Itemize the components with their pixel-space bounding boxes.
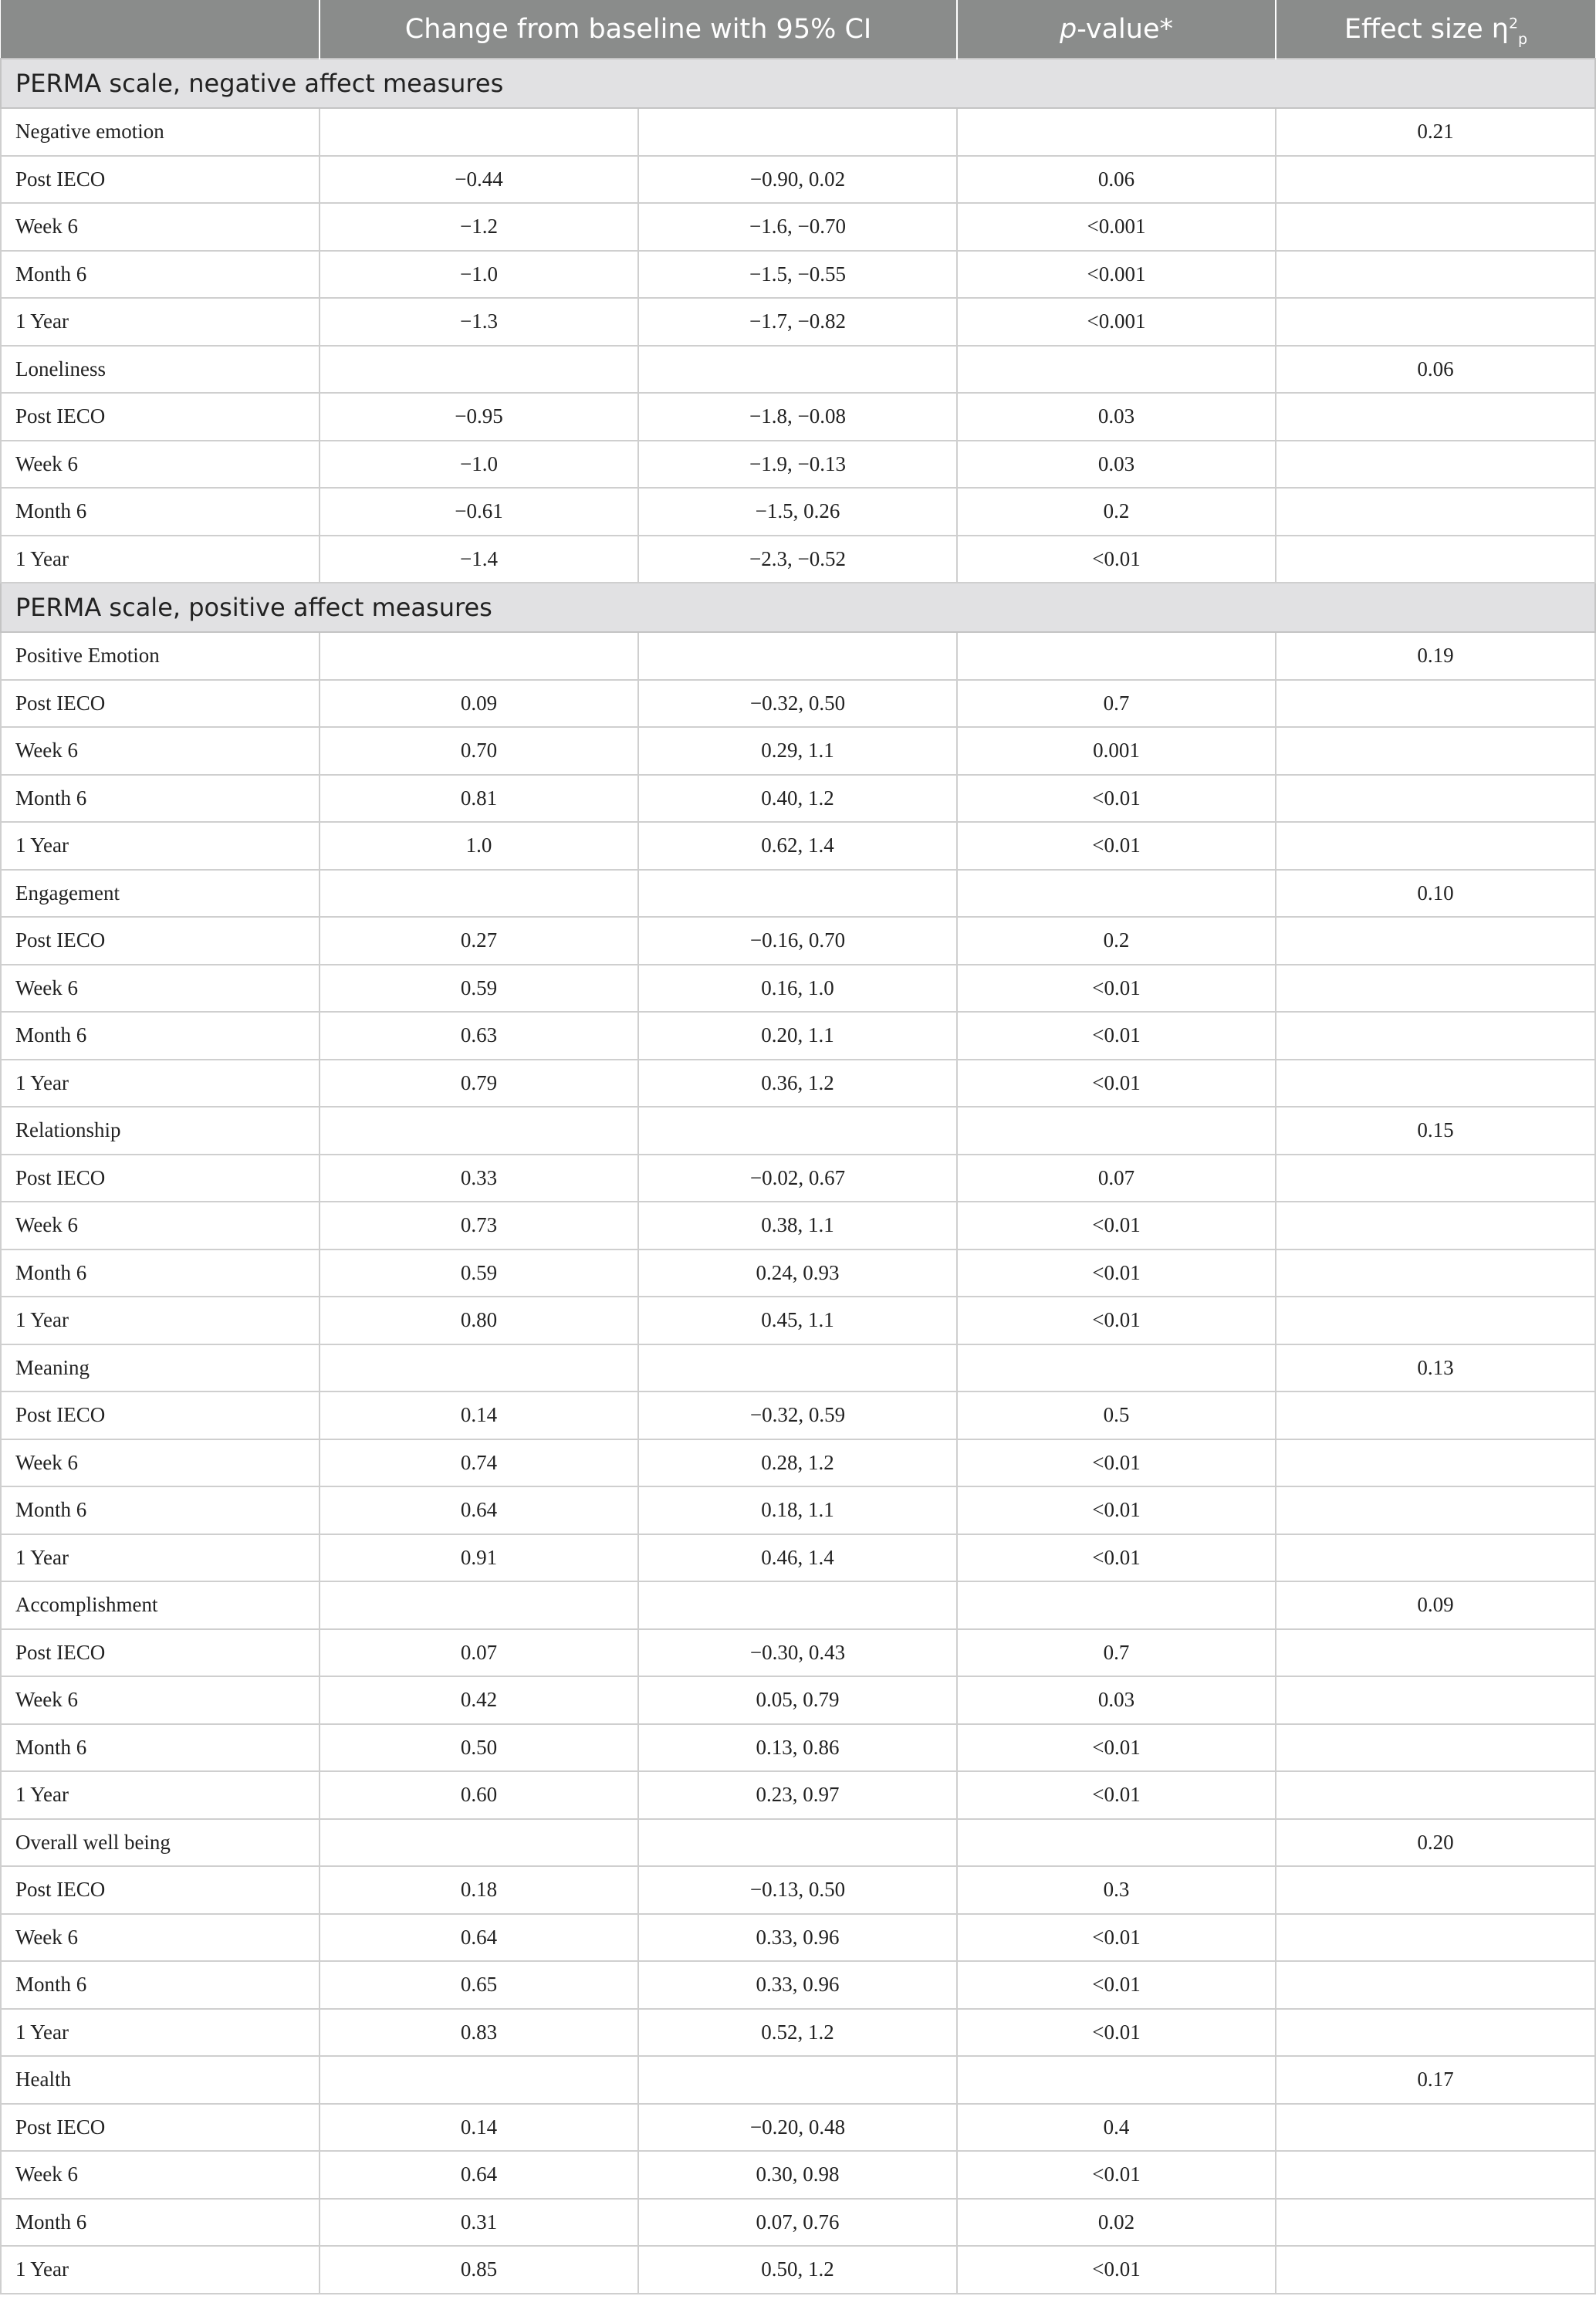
p-value: <0.01 [957, 1771, 1276, 1819]
change-value: 0.27 [320, 917, 638, 965]
p-value: <0.01 [957, 2246, 1276, 2294]
change-value: 0.83 [320, 2009, 638, 2057]
section-row [1, 59, 1595, 108]
measure-name: Accomplishment [1, 1581, 320, 1629]
timepoint-label: Post IECO [1, 680, 320, 728]
change-value: −1.0 [320, 251, 638, 299]
measure-name: Relationship [1, 1107, 320, 1155]
change-value: 0.91 [320, 1534, 638, 1582]
empty-cell [1276, 1961, 1595, 2009]
ci-value: 0.33, 0.96 [638, 1961, 957, 2009]
empty-cell [1276, 917, 1595, 965]
table-row [1, 917, 1595, 965]
empty-cell [320, 2056, 638, 2104]
empty-cell [320, 108, 638, 156]
change-value: −1.0 [320, 441, 638, 489]
header-effect-sup: 2 [1508, 14, 1519, 32]
empty-cell [1276, 1297, 1595, 1344]
timepoint-label: Post IECO [1, 156, 320, 204]
timepoint-label: Month 6 [1, 251, 320, 299]
p-value: 0.7 [957, 1629, 1276, 1677]
empty-cell [957, 346, 1276, 394]
effect-size-value: 0.06 [1276, 346, 1595, 394]
ci-value: 0.36, 1.2 [638, 1060, 957, 1107]
measure-row [1, 1344, 1595, 1392]
timepoint-label: Week 6 [1, 441, 320, 489]
empty-cell [320, 870, 638, 918]
ci-value: −0.20, 0.48 [638, 2104, 957, 2152]
header-effect-main: Effect size η [1344, 13, 1509, 45]
table-row [1, 2199, 1595, 2247]
empty-cell [1276, 488, 1595, 536]
empty-cell [1276, 1866, 1595, 1914]
ci-value: −1.6, −0.70 [638, 203, 957, 251]
table-row [1, 1060, 1595, 1107]
timepoint-label: 1 Year [1, 822, 320, 870]
timepoint-label: Month 6 [1, 1012, 320, 1060]
p-value: 0.7 [957, 680, 1276, 728]
p-value: <0.001 [957, 298, 1276, 346]
ci-value: 0.50, 1.2 [638, 2246, 957, 2294]
header-p-value [957, 0, 1276, 59]
table-row [1, 251, 1595, 299]
table-row [1, 441, 1595, 489]
empty-cell [1276, 156, 1595, 204]
empty-cell [957, 108, 1276, 156]
ci-value: −2.3, −0.52 [638, 536, 957, 583]
ci-value: 0.46, 1.4 [638, 1534, 957, 1582]
ci-value: 0.23, 0.97 [638, 1771, 957, 1819]
empty-cell [957, 1107, 1276, 1155]
p-value: <0.01 [957, 1439, 1276, 1487]
table-row [1, 1439, 1595, 1487]
measure-name: Engagement [1, 870, 320, 918]
empty-cell [1276, 1724, 1595, 1772]
change-value: 0.18 [320, 1866, 638, 1914]
ci-value: 0.28, 1.2 [638, 1439, 957, 1487]
ci-value: 0.45, 1.1 [638, 1297, 957, 1344]
empty-cell [320, 1344, 638, 1392]
table-row [1, 965, 1595, 1013]
empty-cell [320, 632, 638, 680]
p-value: <0.01 [957, 1724, 1276, 1772]
empty-cell [1276, 1012, 1595, 1060]
change-value: 0.59 [320, 1249, 638, 1297]
section-row [1, 583, 1595, 632]
empty-cell [1276, 251, 1595, 299]
table-header [1, 0, 1595, 59]
table-row [1, 2151, 1595, 2199]
timepoint-label: 1 Year [1, 298, 320, 346]
ci-value: −1.8, −0.08 [638, 393, 957, 441]
effect-size-value: 0.13 [1276, 1344, 1595, 1392]
table-row [1, 1534, 1595, 1582]
timepoint-label: Month 6 [1, 2199, 320, 2247]
empty-cell [1276, 203, 1595, 251]
change-value: 0.60 [320, 1771, 638, 1819]
measure-name: Meaning [1, 1344, 320, 1392]
p-value: 0.02 [957, 2199, 1276, 2247]
empty-cell [320, 1107, 638, 1155]
p-value: <0.01 [957, 536, 1276, 583]
ci-value: −0.32, 0.59 [638, 1392, 957, 1439]
empty-cell [1276, 2009, 1595, 2057]
header-effect-sub: p [1518, 30, 1528, 48]
p-value: <0.01 [957, 1534, 1276, 1582]
empty-cell [1276, 441, 1595, 489]
ci-value: 0.52, 1.2 [638, 2009, 957, 2057]
empty-cell [1276, 775, 1595, 823]
p-value: 0.4 [957, 2104, 1276, 2152]
effect-size-value: 0.21 [1276, 108, 1595, 156]
measure-name: Positive Emotion [1, 632, 320, 680]
change-value: −0.95 [320, 393, 638, 441]
ci-value: 0.40, 1.2 [638, 775, 957, 823]
p-value: 0.03 [957, 1676, 1276, 1724]
effect-size-value: 0.10 [1276, 870, 1595, 918]
ci-value: 0.20, 1.1 [638, 1012, 957, 1060]
empty-cell [1276, 1676, 1595, 1724]
table-row [1, 536, 1595, 583]
change-value: 0.31 [320, 2199, 638, 2247]
p-value: 0.001 [957, 727, 1276, 775]
ci-value: 0.38, 1.1 [638, 1202, 957, 1249]
timepoint-label: 1 Year [1, 2009, 320, 2057]
ci-value: −0.13, 0.50 [638, 1866, 957, 1914]
change-value: −1.3 [320, 298, 638, 346]
table-row [1, 775, 1595, 823]
timepoint-label: 1 Year [1, 1771, 320, 1819]
empty-cell [1276, 2104, 1595, 2152]
p-value: <0.01 [957, 1486, 1276, 1534]
timepoint-label: Month 6 [1, 1724, 320, 1772]
header-blank-cell [1, 0, 320, 59]
measure-row [1, 108, 1595, 156]
empty-cell [1276, 1914, 1595, 1962]
p-value: <0.001 [957, 251, 1276, 299]
p-value: <0.01 [957, 965, 1276, 1013]
timepoint-label: 1 Year [1, 2246, 320, 2294]
effect-size-value: 0.19 [1276, 632, 1595, 680]
table-row [1, 1249, 1595, 1297]
empty-cell [1276, 727, 1595, 775]
p-value: 0.03 [957, 393, 1276, 441]
table-row [1, 1155, 1595, 1202]
timepoint-label: Post IECO [1, 1866, 320, 1914]
measure-row [1, 870, 1595, 918]
timepoint-label: Post IECO [1, 1629, 320, 1677]
change-value: 0.50 [320, 1724, 638, 1772]
table-row [1, 1629, 1595, 1677]
table-row [1, 1676, 1595, 1724]
p-value: <0.01 [957, 1202, 1276, 1249]
change-value: 0.33 [320, 1155, 638, 1202]
change-value: 0.70 [320, 727, 638, 775]
p-value: <0.01 [957, 2009, 1276, 2057]
timepoint-label: Month 6 [1, 1249, 320, 1297]
measure-row [1, 632, 1595, 680]
p-value: <0.01 [957, 1060, 1276, 1107]
timepoint-label: Month 6 [1, 775, 320, 823]
empty-cell [638, 108, 957, 156]
p-value: 0.2 [957, 488, 1276, 536]
change-value: 0.14 [320, 2104, 638, 2152]
ci-value: 0.07, 0.76 [638, 2199, 957, 2247]
ci-value: 0.24, 0.93 [638, 1249, 957, 1297]
measure-name: Overall well being [1, 1819, 320, 1867]
empty-cell [1276, 1392, 1595, 1439]
empty-cell [1276, 536, 1595, 583]
timepoint-label: 1 Year [1, 536, 320, 583]
empty-cell [320, 1581, 638, 1629]
table-row [1, 1202, 1595, 1249]
change-value: 0.81 [320, 775, 638, 823]
timepoint-label: Week 6 [1, 1202, 320, 1249]
empty-cell [957, 2056, 1276, 2104]
table-row [1, 1866, 1595, 1914]
timepoint-label: Post IECO [1, 917, 320, 965]
timepoint-label: Week 6 [1, 1914, 320, 1962]
empty-cell [638, 1581, 957, 1629]
measure-row [1, 346, 1595, 394]
ci-value: 0.29, 1.1 [638, 727, 957, 775]
header-p-rest: -value* [1077, 13, 1173, 45]
timepoint-label: 1 Year [1, 1060, 320, 1107]
change-value: 0.64 [320, 1486, 638, 1534]
ci-value: −1.7, −0.82 [638, 298, 957, 346]
change-value: 0.80 [320, 1297, 638, 1344]
header-row [1, 0, 1595, 59]
ci-value: 0.05, 0.79 [638, 1676, 957, 1724]
empty-cell [1276, 298, 1595, 346]
change-value: 0.59 [320, 965, 638, 1013]
ci-value: −1.5, 0.26 [638, 488, 957, 536]
empty-cell [638, 2056, 957, 2104]
empty-cell [638, 870, 957, 918]
empty-cell [1276, 1771, 1595, 1819]
effect-size-value: 0.15 [1276, 1107, 1595, 1155]
measure-name: Negative emotion [1, 108, 320, 156]
change-value: −0.44 [320, 156, 638, 204]
p-value: <0.01 [957, 1012, 1276, 1060]
header-p-italic: p [1059, 13, 1077, 45]
p-value: 0.07 [957, 1155, 1276, 1202]
table-row [1, 1392, 1595, 1439]
empty-cell [1276, 1629, 1595, 1677]
ci-value: −0.02, 0.67 [638, 1155, 957, 1202]
table-row [1, 2104, 1595, 2152]
p-value: 0.3 [957, 1866, 1276, 1914]
table-row [1, 298, 1595, 346]
empty-cell [957, 632, 1276, 680]
p-value: 0.2 [957, 917, 1276, 965]
table-body [1, 59, 1595, 2294]
change-value: 0.07 [320, 1629, 638, 1677]
timepoint-label: Week 6 [1, 2151, 320, 2199]
change-value: −1.2 [320, 203, 638, 251]
p-value: 0.06 [957, 156, 1276, 204]
table-row [1, 2246, 1595, 2294]
p-value: <0.001 [957, 203, 1276, 251]
empty-cell [957, 1819, 1276, 1867]
timepoint-label: Post IECO [1, 393, 320, 441]
change-value: 0.65 [320, 1961, 638, 2009]
ci-value: 0.13, 0.86 [638, 1724, 957, 1772]
timepoint-label: Week 6 [1, 965, 320, 1013]
p-value: <0.01 [957, 775, 1276, 823]
empty-cell [1276, 2246, 1595, 2294]
header-effect-size [1276, 0, 1595, 59]
timepoint-label: Post IECO [1, 1155, 320, 1202]
table-row [1, 1961, 1595, 2009]
empty-cell [638, 346, 957, 394]
ci-value: −0.32, 0.50 [638, 680, 957, 728]
ci-value: 0.30, 0.98 [638, 2151, 957, 2199]
empty-cell [1276, 2199, 1595, 2247]
ci-value: −0.90, 0.02 [638, 156, 957, 204]
table-row [1, 393, 1595, 441]
timepoint-label: Week 6 [1, 203, 320, 251]
change-value: 0.63 [320, 1012, 638, 1060]
ci-value: 0.18, 1.1 [638, 1486, 957, 1534]
empty-cell [638, 1107, 957, 1155]
table-row [1, 2009, 1595, 2057]
empty-cell [957, 1581, 1276, 1629]
empty-cell [1276, 965, 1595, 1013]
measure-row [1, 1819, 1595, 1867]
p-value: <0.01 [957, 1961, 1276, 2009]
timepoint-label: Month 6 [1, 1961, 320, 2009]
table-row [1, 822, 1595, 870]
empty-cell [1276, 1249, 1595, 1297]
empty-cell [1276, 1060, 1595, 1107]
timepoint-label: Month 6 [1, 1486, 320, 1534]
section-title: PERMA scale, negative affect measures [1, 59, 1595, 108]
empty-cell [1276, 2151, 1595, 2199]
table-row [1, 1771, 1595, 1819]
table-row [1, 1486, 1595, 1534]
table-row [1, 680, 1595, 728]
header-change-from-baseline: Change from baseline with 95% CI [320, 0, 957, 59]
empty-cell [320, 346, 638, 394]
effect-size-value: 0.09 [1276, 1581, 1595, 1629]
measure-row [1, 2056, 1595, 2104]
effect-size-value: 0.17 [1276, 2056, 1595, 2104]
p-value: <0.01 [957, 1297, 1276, 1344]
change-value: 0.42 [320, 1676, 638, 1724]
p-value: <0.01 [957, 2151, 1276, 2199]
ci-value: 0.16, 1.0 [638, 965, 957, 1013]
change-value: 0.73 [320, 1202, 638, 1249]
ci-value: −0.30, 0.43 [638, 1629, 957, 1677]
timepoint-label: 1 Year [1, 1297, 320, 1344]
change-value: 1.0 [320, 822, 638, 870]
timepoint-label: Week 6 [1, 1676, 320, 1724]
p-value: <0.01 [957, 1249, 1276, 1297]
timepoint-label: Week 6 [1, 1439, 320, 1487]
measure-name: Loneliness [1, 346, 320, 394]
timepoint-label: 1 Year [1, 1534, 320, 1582]
empty-cell [1276, 1202, 1595, 1249]
table-row [1, 1724, 1595, 1772]
table-row [1, 488, 1595, 536]
timepoint-label: Post IECO [1, 1392, 320, 1439]
empty-cell [638, 1344, 957, 1392]
empty-cell [1276, 1534, 1595, 1582]
p-value: <0.01 [957, 822, 1276, 870]
ci-value: −1.9, −0.13 [638, 441, 957, 489]
p-value: <0.01 [957, 1914, 1276, 1962]
ci-value: 0.62, 1.4 [638, 822, 957, 870]
effect-size-value: 0.20 [1276, 1819, 1595, 1867]
empty-cell [638, 632, 957, 680]
table-row [1, 1914, 1595, 1962]
timepoint-label: Week 6 [1, 727, 320, 775]
table-row [1, 1012, 1595, 1060]
p-value: 0.03 [957, 441, 1276, 489]
ci-value: 0.33, 0.96 [638, 1914, 957, 1962]
measure-row [1, 1581, 1595, 1629]
empty-cell [957, 1344, 1276, 1392]
table-row [1, 156, 1595, 204]
section-title: PERMA scale, positive affect measures [1, 583, 1595, 632]
ci-value: −0.16, 0.70 [638, 917, 957, 965]
empty-cell [1276, 1439, 1595, 1487]
measure-name: Health [1, 2056, 320, 2104]
change-value: −1.4 [320, 536, 638, 583]
empty-cell [320, 1819, 638, 1867]
table-row [1, 727, 1595, 775]
empty-cell [1276, 1486, 1595, 1534]
table-row [1, 203, 1595, 251]
change-value: 0.64 [320, 1914, 638, 1962]
timepoint-label: Month 6 [1, 488, 320, 536]
change-value: −0.61 [320, 488, 638, 536]
change-value: 0.64 [320, 2151, 638, 2199]
timepoint-label: Post IECO [1, 2104, 320, 2152]
change-value: 0.85 [320, 2246, 638, 2294]
empty-cell [1276, 1155, 1595, 1202]
change-value: 0.14 [320, 1392, 638, 1439]
change-value: 0.79 [320, 1060, 638, 1107]
empty-cell [1276, 822, 1595, 870]
p-value: 0.5 [957, 1392, 1276, 1439]
ci-value: −1.5, −0.55 [638, 251, 957, 299]
empty-cell [1276, 680, 1595, 728]
empty-cell [1276, 393, 1595, 441]
empty-cell [957, 870, 1276, 918]
empty-cell [638, 1819, 957, 1867]
change-value: 0.74 [320, 1439, 638, 1487]
measure-row [1, 1107, 1595, 1155]
change-value: 0.09 [320, 680, 638, 728]
table-row [1, 1297, 1595, 1344]
